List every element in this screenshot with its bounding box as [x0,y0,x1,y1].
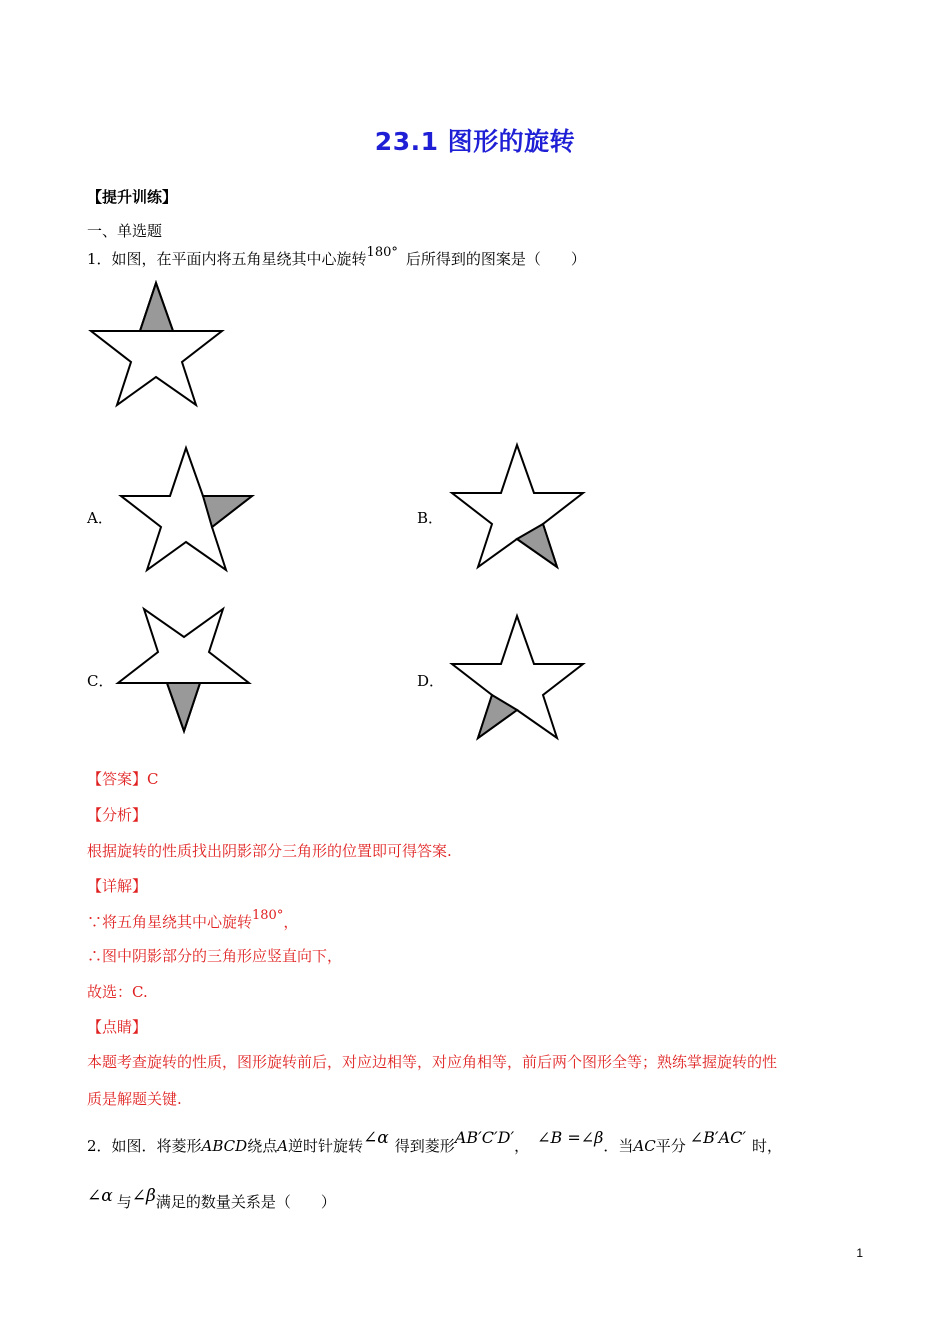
q2-text-3: 逆时针旋转 [288,1137,364,1155]
q2-line2-text-2: 满足的数量关系是（ ） [155,1193,336,1211]
comment-line-2: 质是解题关键. [87,1090,182,1108]
question-1 [87,245,586,269]
q1-prefix: 1．如图，在平面内将五角星绕其中心旋转 [87,250,367,268]
comment-label: 【点睛】 [87,1018,148,1036]
q2-comma: ， [514,1137,530,1155]
answer-line [87,768,159,789]
page-number: 1 [856,1246,863,1260]
option-a-label: A． [87,509,113,527]
q2-point-a: A [277,1137,289,1155]
q1-angle: 180° [366,245,398,260]
q2-text-7: 时， [752,1137,783,1155]
option-b-star[interactable] [446,440,591,572]
q2-text-6: 平分 [655,1137,686,1155]
q2-text-5: ．当 [603,1137,634,1155]
detail-label: 【详解】 [87,877,148,895]
section-heading: 【提升训练】 [87,188,178,206]
option-d-star[interactable] [446,611,591,743]
q2-line2-text-1: 与 [116,1193,132,1211]
q1-suffix: 后所得到的图案是（ ） [405,250,586,268]
comment-line-1: 本题考查旋转的性质，图形旋转前后，对应边相等，对应角相等，前后两个图形全等；熟练掌握旋转的性 [87,1053,778,1071]
analysis-text: 根据旋转的性质找出阴影部分三角形的位置即可得答案. [87,842,452,860]
q2-abcd: ABCD [201,1137,248,1155]
q2-equation: ∠B =∠β [537,1128,604,1147]
q2-ac: AC [633,1137,656,1155]
option-a-star[interactable] [115,443,260,575]
q2-rhombus-2: AB′C′D′ [454,1128,515,1147]
option-c-label: C． [87,672,114,690]
q2-alpha: ∠α [363,1128,389,1148]
option-b-label: B． [417,509,444,527]
q2-angle-2: ∠B′AC′ [689,1128,746,1147]
option-c-star[interactable] [110,604,255,736]
question-2-line-1 [87,1128,782,1156]
detail-line-2: ∴图中阴影部分的三角形应竖直向下， [87,947,343,965]
option-d-label: D． [417,672,445,690]
part-heading: 一、单选题 [87,222,163,240]
detail-1-angle: 180° [252,908,284,923]
page-title: 23.1 图形的旋转 [374,127,576,156]
q2-text-1: 2．如图．将菱形 [87,1137,202,1155]
detail-1-suffix: ， [283,913,299,931]
q2-text-4: 得到菱形 [394,1137,455,1155]
original-star-figure [85,278,230,410]
answer-value: C [147,770,159,788]
detail-1-prefix: ∵将五角星绕其中心旋转 [87,913,253,931]
answer-label: 【答案】 [87,770,148,788]
detail-line-3: 故选：C. [87,983,148,1001]
analysis-label: 【分析】 [87,806,148,824]
question-2-line-2 [87,1186,336,1212]
q2-text-2: 绕点 [247,1137,278,1155]
q2-line2-alpha: ∠α [87,1186,113,1206]
q2-line2-beta: ∠β [131,1186,156,1206]
detail-line-1 [87,908,298,932]
